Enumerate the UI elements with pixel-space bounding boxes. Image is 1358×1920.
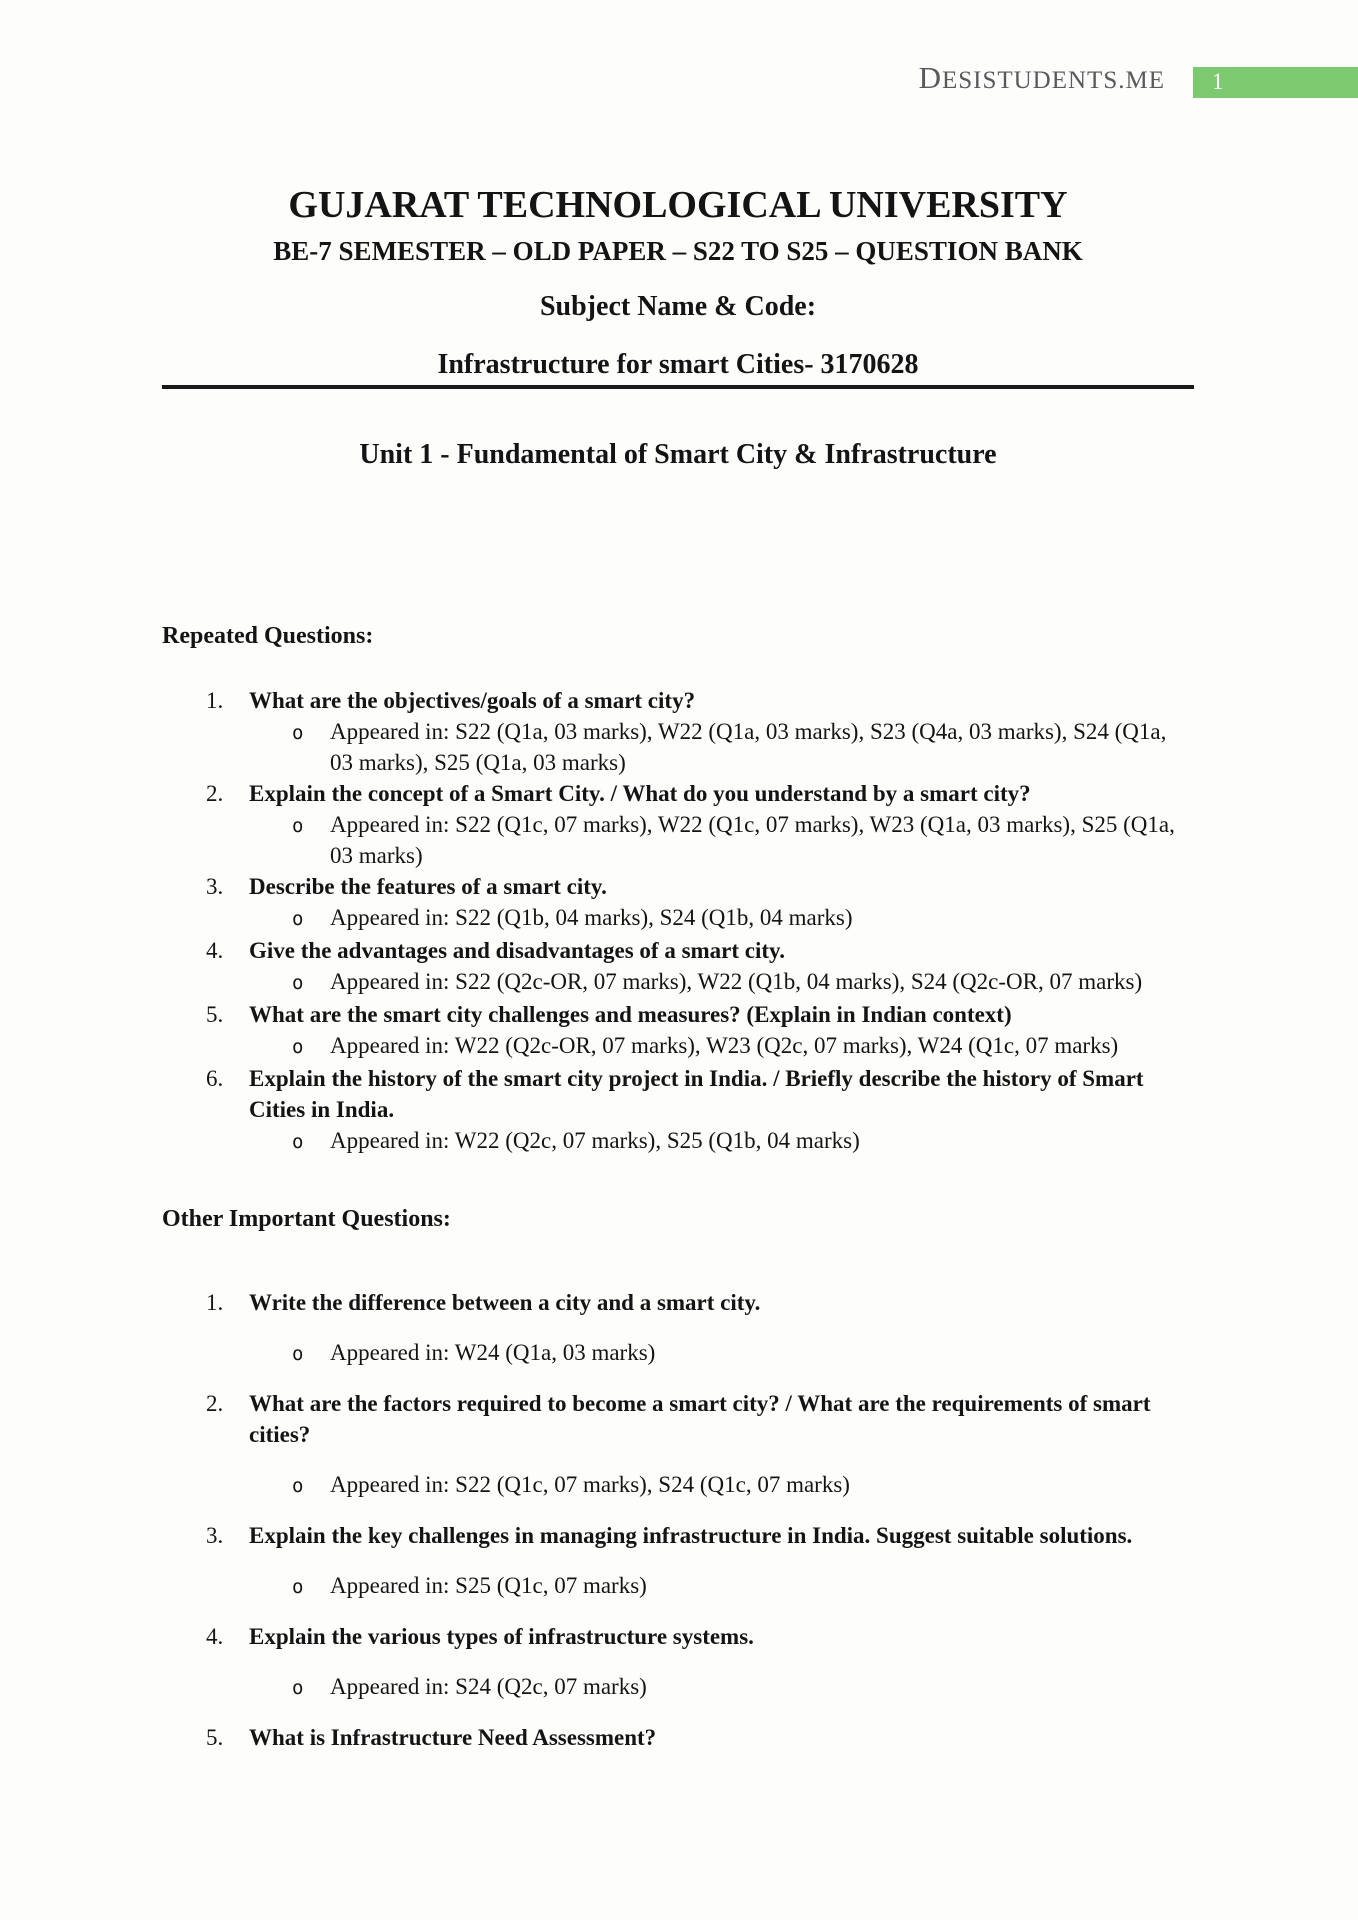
question-line: [162, 1722, 1194, 1753]
appearance-line: [162, 716, 1194, 778]
question-text: Write the difference between a city and a smart city.: [249, 1290, 761, 1315]
circle-bullet-icon: o: [292, 1036, 304, 1058]
question-number: 5.: [206, 1002, 224, 1027]
question-item: [162, 685, 1194, 778]
site-name: DESISTUDENTS.ME: [918, 60, 1165, 95]
subject-label: Subject Name & Code:: [539, 291, 817, 322]
question-line: [162, 778, 1194, 809]
appearance-text: Appeared in: S24 (Q2c, 07 marks): [330, 1674, 647, 1699]
circle-bullet-icon: o: [292, 972, 304, 994]
section-heading: Repeated Questions:: [162, 623, 374, 649]
circle-bullet-icon: o: [292, 1576, 304, 1598]
circle-bullet-icon: o: [292, 815, 304, 837]
question-text: Describe the features of a smart city.: [249, 874, 607, 899]
appearance-text: Appeared in: W22 (Q2c, 07 marks), S25 (Q1b, 04 marks): [330, 1128, 860, 1153]
appearance-line: [162, 1337, 1194, 1370]
question-number: 2.: [206, 1391, 224, 1416]
document-content: [162, 0, 1194, 1771]
question-section: [162, 1204, 1194, 1753]
circle-bullet-icon: o: [292, 1343, 304, 1365]
question-text: What is Infrastructure Need Assessment?: [249, 1725, 657, 1750]
question-number: 6.: [206, 1066, 224, 1091]
subject-name-code: Infrastructure for smart Cities- 3170628: [437, 349, 919, 380]
circle-bullet-icon: o: [292, 1677, 304, 1699]
question-line: [162, 1621, 1194, 1652]
question-text: Give the advantages and disadvantages of a smart city.: [249, 938, 786, 963]
question-line: [162, 685, 1194, 716]
circle-bullet-icon: o: [292, 1131, 304, 1153]
horizontal-rule: [162, 385, 1194, 389]
appearance-line: [162, 1125, 1194, 1158]
question-item: [162, 1388, 1194, 1502]
unit-title: Unit 1 - Fundamental of Smart City & Infrastructure: [359, 439, 997, 470]
appearance-text: Appeared in: S22 (Q1b, 04 marks), S24 (Q1b, 04 marks): [330, 905, 853, 930]
question-number: 3.: [206, 874, 224, 899]
appearance-text: Appeared in: W24 (Q1a, 03 marks): [330, 1340, 656, 1365]
question-number: 3.: [206, 1523, 224, 1548]
question-line: [162, 1388, 1194, 1450]
question-item: [162, 935, 1194, 999]
appearance-text: Appeared in: S22 (Q1c, 07 marks), S24 (Q1c, 07 marks): [330, 1472, 850, 1497]
page-number-badge: [1193, 67, 1358, 98]
appearance-line: [162, 902, 1194, 935]
appearance-text: Appeared in: W22 (Q2c-OR, 07 marks), W23 (Q2c, 07 marks), W24 (Q1c, 07 marks): [330, 1033, 1119, 1058]
paper-subtitle: BE-7 SEMESTER – OLD PAPER – S22 TO S25 – QUESTION BANK: [273, 236, 1083, 266]
appearance-text: Appeared in: S25 (Q1c, 07 marks): [330, 1573, 647, 1598]
appearance-line: [162, 1469, 1194, 1502]
university-title: GUJARAT TECHNOLOGICAL UNIVERSITY: [288, 184, 1068, 226]
question-text: What are the objectives/goals of a smart city?: [249, 688, 696, 713]
question-item: [162, 1722, 1194, 1753]
question-line: [162, 935, 1194, 966]
circle-bullet-icon: o: [292, 908, 304, 930]
page-number: 1: [1212, 69, 1224, 94]
question-line: [162, 1063, 1194, 1125]
appearance-text: Appeared in: S22 (Q2c-OR, 07 marks), W22 (Q1b, 04 marks), S24 (Q2c-OR, 07 marks): [330, 969, 1143, 994]
appearance-line: [162, 1570, 1194, 1603]
question-item: [162, 871, 1194, 935]
question-item: [162, 1287, 1194, 1370]
question-item: [162, 999, 1194, 1063]
question-item: [162, 1063, 1194, 1158]
question-text: Explain the key challenges in managing infrastructure in India. Suggest suitable solutions.: [249, 1523, 1133, 1548]
appearance-text: Appeared in: S22 (Q1a, 03 marks), W22 (Q1a, 03 marks), S23 (Q4a, 03 marks), S24 (Q1a, 03 marks), S25 (Q1a, 03 marks): [330, 719, 1167, 775]
question-number: 1.: [206, 1290, 224, 1315]
question-section: [162, 621, 1194, 1158]
question-number: 1.: [206, 688, 224, 713]
appearance-line: [162, 966, 1194, 999]
question-number: 2.: [206, 781, 224, 806]
question-line: [162, 871, 1194, 902]
question-text: Explain the concept of a Smart City. / What do you understand by a smart city?: [249, 781, 1031, 806]
question-item: [162, 1520, 1194, 1603]
question-item: [162, 1621, 1194, 1704]
question-sections: [162, 621, 1194, 1753]
circle-bullet-icon: o: [292, 722, 304, 744]
question-text: Explain the history of the smart city project in India. / Briefly describe the history of Smart Cities in India.: [249, 1066, 1144, 1122]
appearance-line: [162, 1671, 1194, 1704]
question-number: 5.: [206, 1725, 224, 1750]
question-text: Explain the various types of infrastructure systems.: [249, 1624, 754, 1649]
question-item: [162, 778, 1194, 871]
question-number: 4.: [206, 1624, 224, 1649]
appearance-text: Appeared in: S22 (Q1c, 07 marks), W22 (Q1c, 07 marks), W23 (Q1a, 03 marks), S25 (Q1a, 03 marks): [330, 812, 1175, 868]
question-list: [162, 1287, 1194, 1753]
appearance-line: [162, 809, 1194, 871]
question-text: What are the smart city challenges and measures? (Explain in Indian context): [249, 1002, 1012, 1027]
question-line: [162, 1287, 1194, 1318]
circle-bullet-icon: o: [292, 1475, 304, 1497]
appearance-line: [162, 1030, 1194, 1063]
question-line: [162, 999, 1194, 1030]
question-list: [162, 685, 1194, 1158]
question-line: [162, 1520, 1194, 1551]
section-heading: Other Important Questions:: [162, 1206, 451, 1232]
question-text: What are the factors required to become a smart city? / What are the requirements of smart cities?: [249, 1391, 1151, 1447]
question-number: 4.: [206, 938, 224, 963]
